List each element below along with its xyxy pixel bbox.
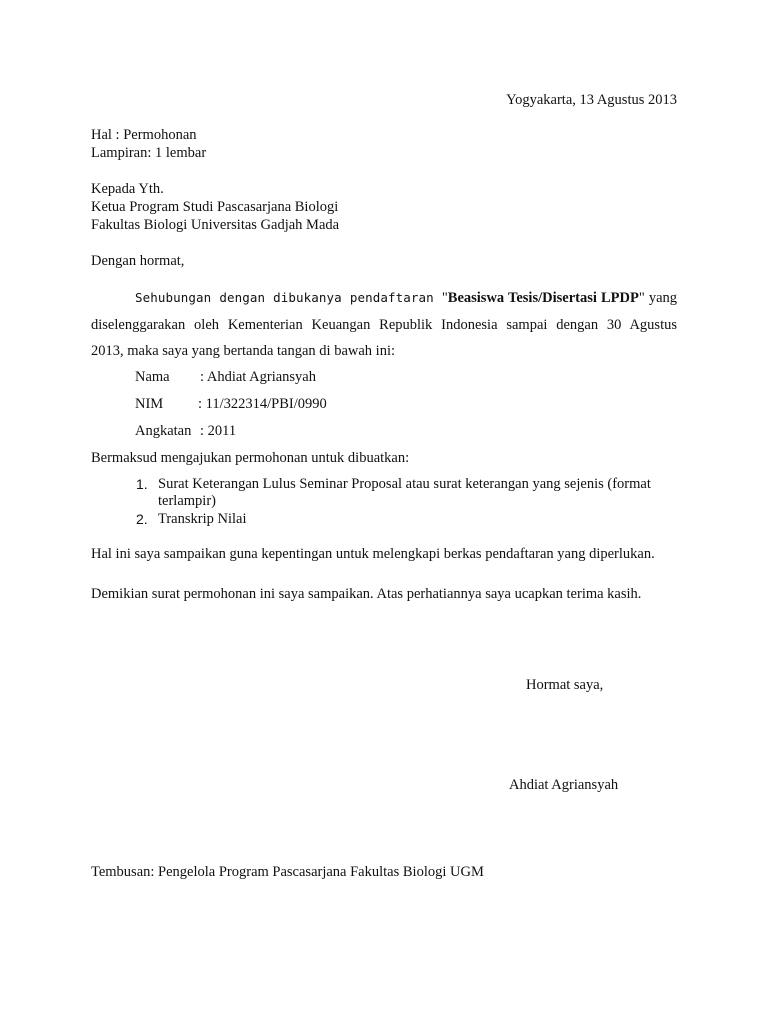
subject-line: Hal : Permohonan: [91, 127, 197, 143]
quote-open: ": [441, 290, 448, 306]
field-angkatan: [135, 423, 236, 440]
greeting: Dengan hormat,: [91, 253, 185, 269]
request-intro: Bermaksud mengajukan permohonan untuk dibuatkan:: [91, 450, 410, 466]
field-nim-value: : 11/322314/PBI/0990: [198, 396, 327, 412]
field-angkatan-value: : 2011: [200, 423, 237, 439]
list-number: 2.: [136, 511, 148, 527]
signer-name: Ahdiat Agriansyah: [509, 777, 619, 793]
scholarship-name: Beasiswa Tesis/Disertasi LPDP: [447, 290, 639, 306]
opening-line-3: 2013, maka saya yang bertanda tangan di bawah ini:: [91, 343, 395, 359]
field-nim-label: NIM: [135, 396, 164, 412]
recipient-title: Ketua Program Studi Pascasarjana Biologi: [91, 199, 339, 215]
list-item-text-cont: terlampir): [158, 493, 216, 509]
list-item: [91, 511, 677, 528]
place-date: Yogyakarta, 13 Agustus 2013: [506, 92, 677, 108]
field-nama-value: : Ahdiat Agriansyah: [200, 369, 316, 385]
field-angkatan-label: Angkatan: [135, 423, 192, 439]
sign-off: Hormat saya,: [526, 677, 604, 693]
field-nim: [135, 396, 327, 413]
carbon-copy: Tembusan: Pengelola Program Pascasarjana Fakultas Biologi UGM: [91, 864, 484, 880]
field-nama: [135, 369, 316, 386]
list-item: [91, 476, 677, 510]
list-item-text: Transkrip Nilai: [158, 511, 247, 527]
attachment-line: Lampiran: 1 lembar: [91, 145, 207, 161]
recipient-salutation: Kepada Yth.: [91, 181, 164, 197]
field-nama-label: Nama: [135, 369, 170, 385]
opening-line-1: [91, 289, 677, 306]
closing-paragraph: Demikian surat permohonan ini saya sampaikan. Atas perhatiannya saya ucapkan terima kasih.: [91, 586, 642, 602]
opening-line-2: diselenggarakan oleh Kementerian Keuangan Republik Indonesia sampai dengan 30 Agustus: [91, 317, 677, 333]
purpose-paragraph: Hal ini saya sampaikan guna kepentingan untuk melengkapi berkas pendaftaran yang diperlukan.: [91, 546, 655, 562]
list-item-text: Surat Keterangan Lulus Seminar Proposal atau surat keterangan yang sejenis (format: [158, 476, 651, 492]
recipient-institution: Fakultas Biologi Universitas Gadjah Mada: [91, 217, 340, 233]
opening-line-1-end: " yang: [638, 290, 677, 306]
list-number: 1.: [136, 476, 148, 492]
opening-intro-text: Sehubungan dengan dibukanya pendaftaran: [135, 290, 442, 305]
